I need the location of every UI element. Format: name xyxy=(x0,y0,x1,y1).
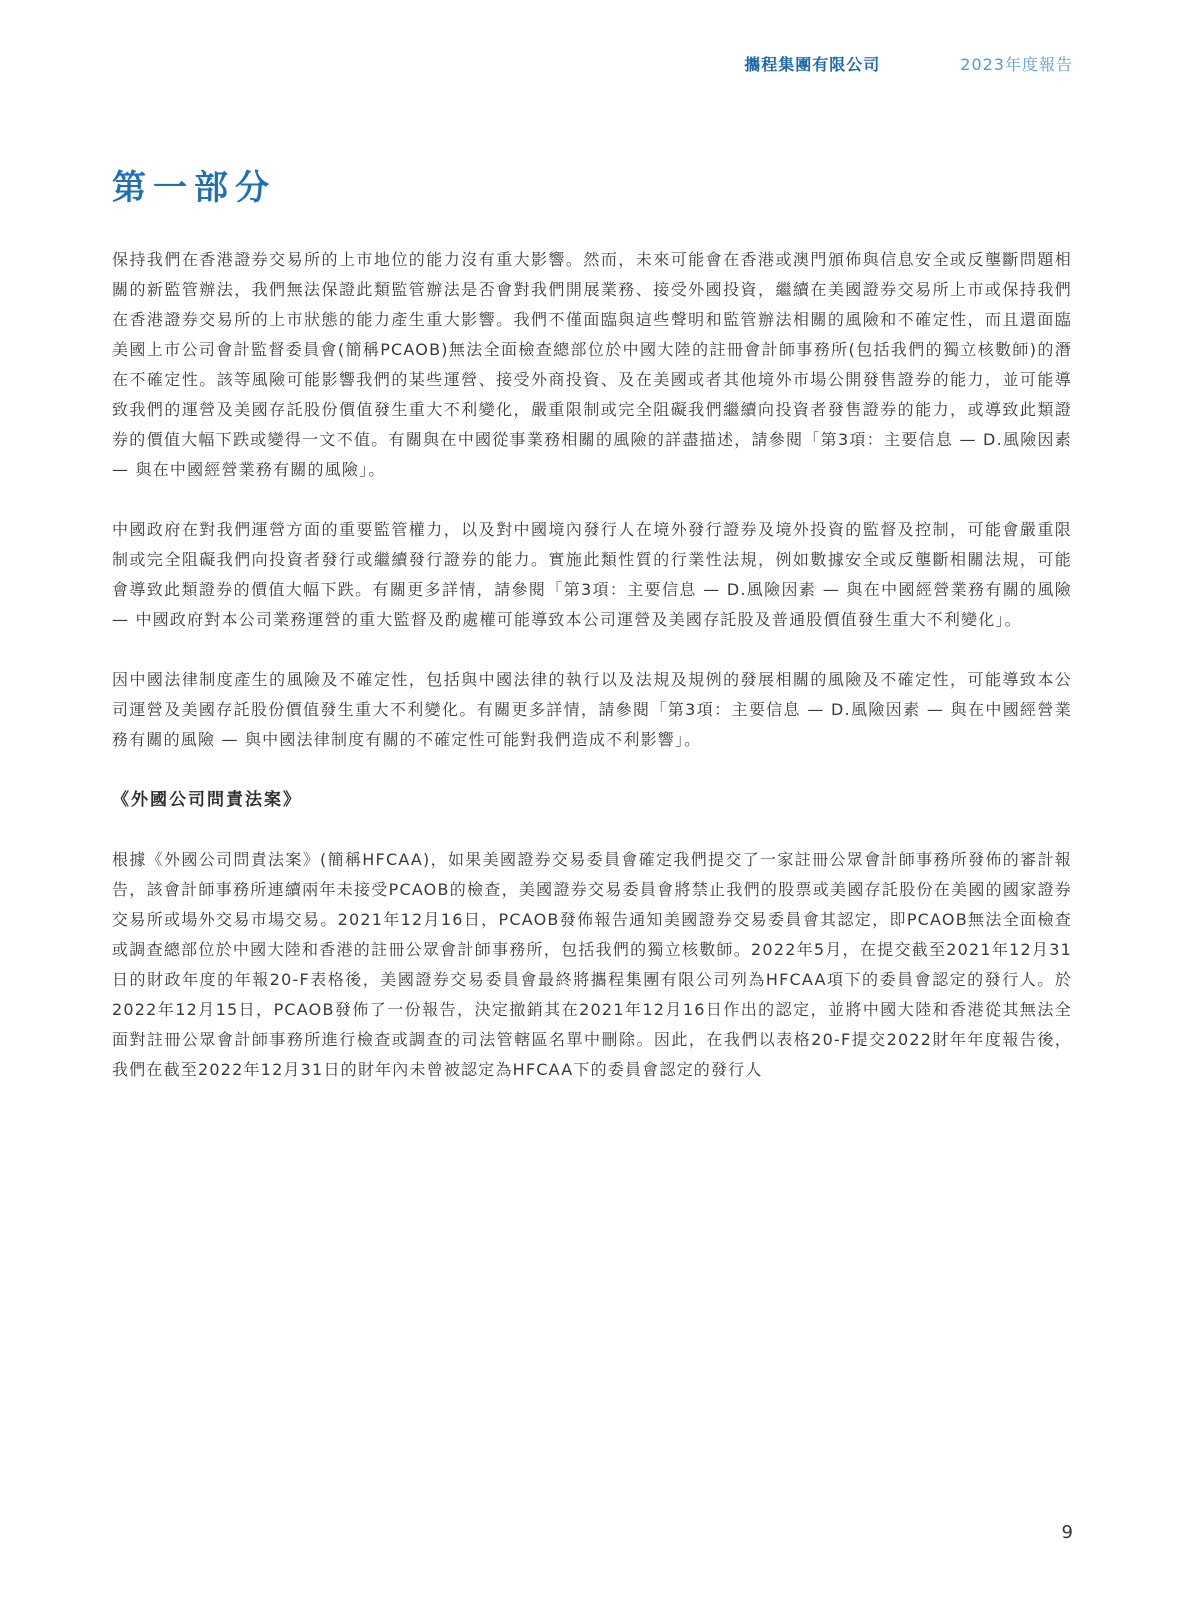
document-body xyxy=(112,245,1072,1115)
report-title: 2023年度報告 xyxy=(960,55,1073,74)
paragraph-government-oversight: 中國政府在對我們運營方面的重要監管權力，以及對中國境內發行人在境外發行證券及境外投資的監督及控制，可能會嚴重限制或完全阻礙我們向投資者發行或繼續發行證券的能力。實施此類性質的行業性法規，例如數據安全或反壟斷相關法規，可能會導致此類證券的價值大幅下跌。有關更多詳情，請參閱「第3項：主要信息 — D.風險因素 — 與在中國經營業務有關的風險 — 中國政府對本公司業務運營的重大監督及酌處權可能導致本公司運營及美國存託股及普通股價值發生重大不利變化」。 xyxy=(112,520,1072,629)
paragraph-legal-system-risk: 因中國法律制度產生的風險及不確定性，包括與中國法律的執行以及法規及規例的發展相關的風險及不確定性，可能導致本公司運營及美國存託股份價值發生重大不利變化。有關更多詳情，請參閱「第3項：主要信息 — D.風險因素 — 與在中國經營業務有關的風險 — 與中國法律制度有關的不確定性可能對我們造成不利影響」。 xyxy=(112,670,1072,749)
page-header xyxy=(744,52,1073,75)
paragraph-hfcaa: 根據《外國公司問責法案》(簡稱HFCAA)，如果美國證券交易委員會確定我們提交了一家註冊公眾會計師事務所發佈的審計報告，該會計師事務所連續兩年未接受PCAOB的檢查，美國證券交易委員會將禁止我們的股票或美國存託股份在美國的國家證券交易所或場外交易市場交易。2021年12月16日，PCAOB發佈報告通知美國證券交易委員會其認定，即PCAOB無法全面檢查或調查總部位於中國大陸和香港的註冊公眾會計師事務所，包括我們的獨立核數師。2022年5月，在提交截至2021年12月31日的財政年度的年報20-F表格後，美國證券交易委員會最終將攜程集團有限公司列為HFCAA項下的委員會認定的發行人。於2022年12月15日，PCAOB發佈了一份報告，決定撤銷其在2021年12月16日作出的認定，並將中國大陸和香港從其無法全面對註冊公眾會計師事務所進行檢查或調查的司法管轄區名單中刪除。因此，在我們以表格20-F提交2022財年年度報告後，我們在截至2022年12月31日的財年內未曾被認定為HFCAA下的委員會認定的發行人 xyxy=(112,850,1072,1079)
paragraph-listing-risk: 保持我們在香港證券交易所的上市地位的能力沒有重大影響。然而，未來可能會在香港或澳門頒佈與信息安全或反壟斷問題相關的新監管辦法，我們無法保證此類監管辦法是否會對我們開展業務、接受外國投資，繼續在美國證券交易所上市或保持我們在香港證券交易所的上市狀態的能力產生重大影響。我們不僅面臨與這些聲明和監管辦法相關的風險和不確定性，而且還面臨美國上市公司會計監督委員會(簡稱PCAOB)無法全面檢查總部位於中國大陸的註冊會計師事務所(包括我們的獨立核數師)的潛在不確定性。該等風險可能影響我們的某些運營、接受外商投資、及在美國或者其他境外市場公開發售證券的能力，並可能導致我們的運營及美國存託股份價值發生重大不利變化，嚴重限制或完全阻礙我們繼續向投資者發售證券的能力，或導致此類證券的價值大幅下跌或變得一文不值。有關與在中國從事業務相關的風險的詳盡描述，請參閱「第3項：主要信息 — D.風險因素 — 與在中國經營業務有關的風險」。 xyxy=(112,250,1072,479)
section-title: 第一部分 xyxy=(112,168,276,208)
company-name: 攜程集團有限公司 xyxy=(744,55,881,74)
subheading-hfcaa: 《外國公司問責法案》 xyxy=(112,790,302,810)
page-number: 9 xyxy=(1061,1522,1073,1543)
